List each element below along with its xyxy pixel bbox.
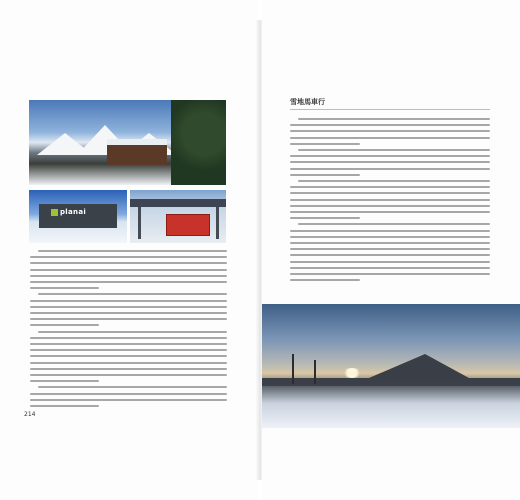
section-title: 雪地馬車行: [290, 98, 325, 106]
text-line: [290, 217, 360, 219]
text-line: [290, 143, 360, 145]
text-line: [30, 287, 99, 289]
text-line: [290, 273, 490, 275]
text-line: [38, 250, 227, 252]
text-line: [290, 236, 490, 238]
text-line: [30, 399, 227, 401]
text-line: [30, 324, 99, 326]
text-line: [30, 281, 227, 283]
text-line: [30, 380, 99, 382]
text-line: [30, 355, 227, 357]
sunset-snowfield-photo: [262, 304, 520, 428]
text-line: [290, 230, 490, 232]
text-line: [290, 124, 490, 126]
alpine-lodge-photo: [29, 100, 226, 185]
text-line: [30, 256, 227, 258]
text-line: [30, 275, 227, 277]
text-line: [30, 343, 227, 345]
planai-logo: planai: [51, 208, 86, 216]
text-line: [290, 174, 360, 176]
text-line: [290, 267, 490, 269]
text-line: [290, 242, 490, 244]
text-line: [30, 269, 227, 271]
text-line: [298, 149, 490, 151]
text-line: [290, 248, 490, 250]
text-line: [30, 362, 227, 364]
text-line: [30, 393, 227, 395]
left-page: [0, 0, 258, 500]
text-line: [30, 374, 227, 376]
gondola-station-photo: [130, 190, 226, 243]
title-rule: [290, 109, 490, 110]
text-line: [290, 155, 490, 157]
text-line: [30, 312, 227, 314]
text-line: [290, 205, 490, 207]
text-line: [290, 279, 360, 281]
text-line: [30, 368, 227, 370]
text-line: [290, 261, 490, 263]
text-line: [298, 118, 490, 120]
page-number: 214: [24, 411, 36, 418]
text-line: [30, 300, 227, 302]
planai-station-photo: [29, 190, 127, 243]
text-line: [38, 331, 227, 333]
text-line: [30, 337, 227, 339]
text-line: [290, 137, 490, 139]
text-line: [290, 186, 490, 188]
text-line: [30, 306, 227, 308]
text-line: [30, 349, 227, 351]
text-line: [30, 405, 99, 407]
text-line: [30, 318, 227, 320]
text-line: [290, 199, 490, 201]
text-line: [298, 180, 490, 182]
text-line: [290, 168, 490, 170]
text-line: [30, 262, 227, 264]
text-line: [38, 293, 227, 295]
text-line: [38, 386, 227, 388]
text-line: [290, 211, 490, 213]
